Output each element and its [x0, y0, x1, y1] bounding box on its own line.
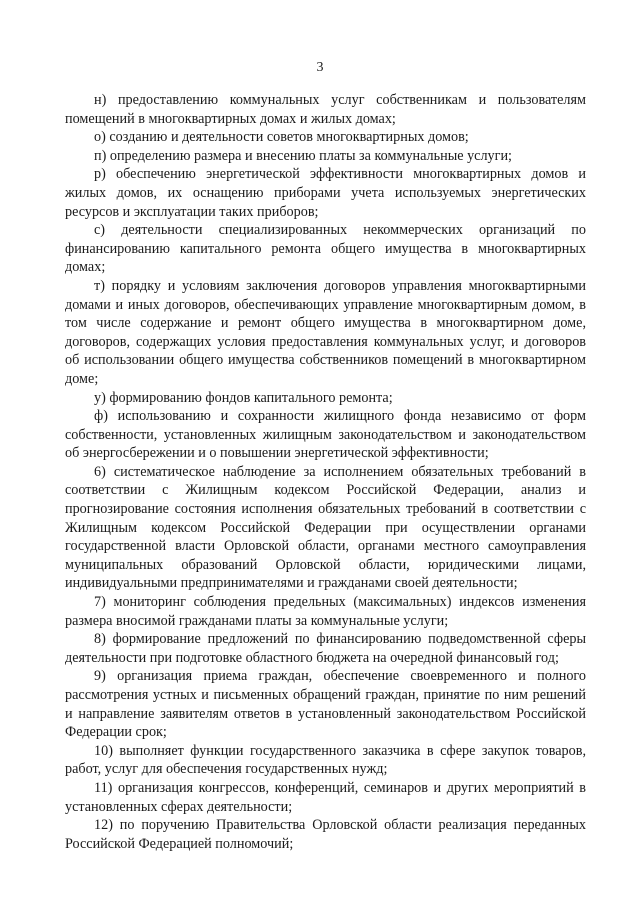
paragraph-s: с) деятельности специализированных некоммерческих организаций по финансированию капитального ремонта общего имущества в многоквартирных домах; [65, 222, 586, 276]
paragraph-p: п) определению размера и внесению платы за коммунальные услуги; [94, 147, 512, 164]
paragraph-11: 11) организация конгрессов, конференций, семинаров и других мероприятий в установленных сферах деятельности; [65, 779, 586, 815]
paragraph-u: у) формированию фондов капитального ремонта; [94, 389, 393, 406]
paragraph-10: 10) выполняет функции государственного заказчика в сфере закупок товаров, работ, услуг для обеспечения государственных нужд; [65, 742, 586, 778]
paragraph-8: 8) формирование предложений по финансированию подведомственной сферы деятельности при подготовке областного бюджета на очередной финансовый год; [65, 631, 586, 666]
paragraph-7: 7) мониторинг соблюдения предельных (максимальных) индексов изменения размера вносимой гражданами платы за коммунальные услуги; [65, 594, 586, 629]
paragraph-f: ф) использованию и сохранности жилищного фонда независимо от форм собственности, установленных жилищным законодательством и законодательством об энергосбережении и о повышении энергетической эффективности; [65, 408, 586, 462]
paragraph-n: н) предоставлению коммунальных услуг собственникам и пользователям помещений в многоквартирных домах и жилых домах; [65, 92, 586, 127]
page-number: 3 [316, 60, 324, 75]
paragraph-9: 9) организация приема граждан, обеспечение своевременного и полного рассмотрения устных и письменных обращений граждан, принятие по ним решений и направление заявителям ответов в установленный законодательством Российской Федерации срок; [65, 668, 586, 741]
paragraph-6: 6) систематическое наблюдение за исполнением обязательных требований в соответствии с Жилищным кодексом Российской Федерации, анализ и прогнозирование состояния исполнения обязательных требований в соответствии с Жилищным кодексом Российской Федерации при осуществлении органами государственной власти Орловской области, органами местного самоуправления муниципальных образований Орловской области, юридическими лицами, индивидуальными предпринимателями и гражданами своей деятельности; [65, 463, 586, 592]
paragraph-o: о) созданию и деятельности советов многоквартирных домов; [94, 129, 469, 146]
paragraph-t: т) порядку и условиям заключения договоров управления многоквартирными домами и иных договоров, обеспечивающих управление многоквартирным домом, в том числе содержание и ремонт общего имущества в многоквартирном доме, договоров, содержащих условия предоставления коммунальных услуг, и договоров об использовании общего имущества собственников помещений в многоквартирном доме; [65, 277, 586, 387]
document-body [65, 91, 586, 853]
paragraph-12: 12) по поручению Правительства Орловской области реализация переданных Российской Федерацией полномочий; [65, 817, 586, 852]
paragraph-r: р) обеспечению энергетической эффективности многоквартирных домов и жилых домов, их оснащению приборами учета используемых энергетических ресурсов и эксплуатации таких приборов; [65, 166, 586, 220]
